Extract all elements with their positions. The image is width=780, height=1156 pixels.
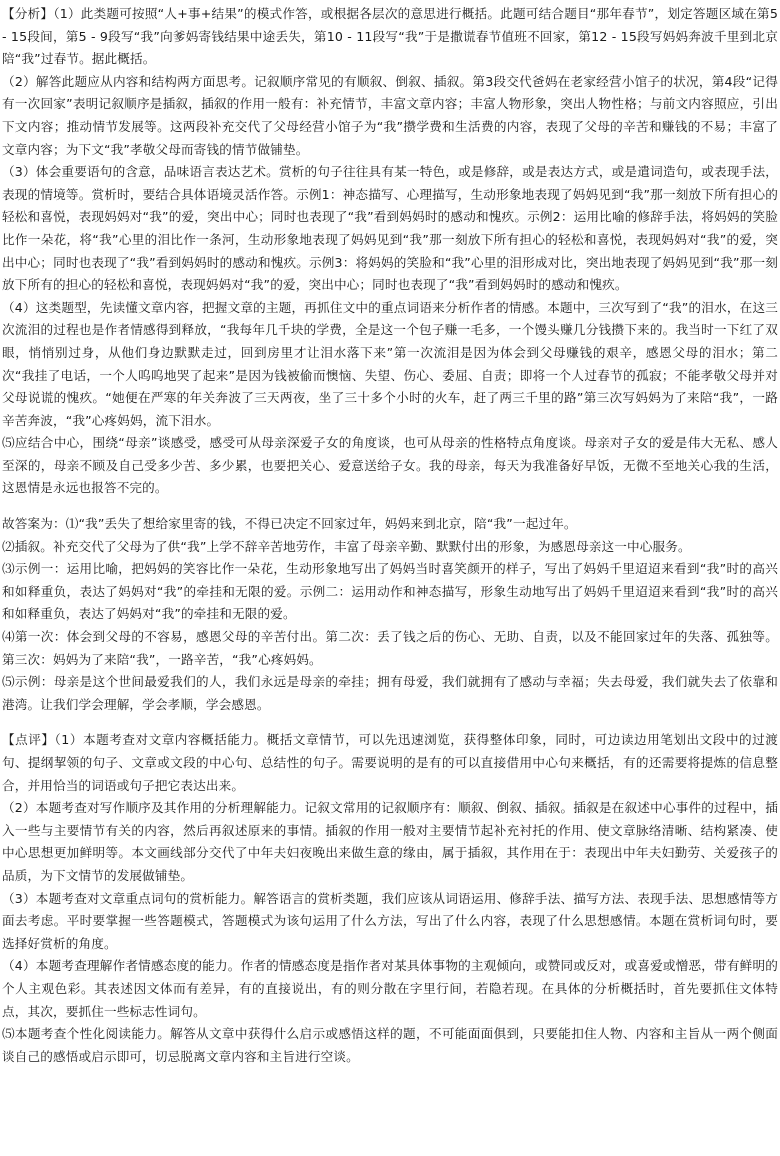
answer-paragraph-1: 故答案为：⑴“我”丢失了想给家里寄的钱，不得已决定不回家过年，妈妈来到北京，陪“我”一起过年。 bbox=[2, 516, 577, 532]
analysis-paragraph-1: 【分析】（1）此类题可按照“人+事+结果”的模式作答，或根据各层次的意思进行概括。此题可结合题目“那年春节”，划定答题区域在第5 - 15段间，第5 - 9段写“我”向爹妈寄钱结果中途丢失，第10 - 11段写“我”于是撒谎春节值班不回家，第12 - 15段写妈妈奔波千里到北京陪“我”过春节。据此概括。 bbox=[2, 6, 778, 67]
comment-section bbox=[2, 729, 778, 1068]
section-gap bbox=[2, 716, 778, 729]
answer-section bbox=[2, 513, 778, 716]
comment-paragraph-2: （2）本题考查对写作顺序及其作用的分析理解能力。记叙文常用的记叙顺序有：顺叙、倒叙、插叙。插叙是在叙述中心事件的过程中，插入一些与主要情节有关的内容，然后再叙述原来的事情。插叙的作用一般对主要情节起补充衬托的作用、使文章脉络清晰、结构紧凑、使中心思想更加鲜明等。本文画线部分交代了中年夫妇夜晚出来做生意的缘由，属于插叙，其作用在于：表现出中年夫妇勤劳、关爱孩子的品质，为下文情节的发展做铺垫。 bbox=[2, 800, 778, 883]
answer-paragraph-5: ⑸示例：母亲是这个世间最爱我们的人，我们永远是母亲的牵挂；拥有母爱，我们就拥有了感动与幸福；失去母爱，我们就失去了依靠和港湾。让我们学会理解，学会孝顺，学会感恩。 bbox=[2, 674, 778, 712]
answer-paragraph-2: ⑵插叙。补充交代了父母为了供“我”上学不辞辛苦地劳作，丰富了母亲辛勤、默默付出的形象，为感恩母亲这一中心服务。 bbox=[2, 538, 691, 554]
answer-paragraph-3: ⑶示例一：运用比喻，把妈妈的笑容比作一朵花，生动形象地写出了妈妈当时喜笑颜开的样子，写出了妈妈千里迢迢来看到“我”时的高兴和如释重负，表达了妈妈对“我”的牵挂和无限的爱。示例二：运用动作和神态描写，形象生动地写出了妈妈千里迢迢来看到“我”时的高兴和如释重负，表达了妈妈对“我”的牵挂和无限的爱。 bbox=[2, 561, 778, 622]
analysis-paragraph-4: （4）这类题型，先读懂文章内容，把握文章的主题，再抓住文中的重点词语来分析作者的情感。本题中，三次写到了“我”的泪水，在这三次流泪的过程也是作者情感得到释放，“我每年几千块的学费，全是这一个包子赚一毛多，一个馒头赚几分钱攒下来的。我当时一下红了双眼，悄悄别过身，从他们身边默默走过，回到房里才让泪水落下来”第一次流泪是因为体会到父母赚钱的艰辛，感恩父母的泪水；第二次“我挂了电话，一个人呜呜地哭了起来”是因为钱被偷而懊恼、失望、伤心、委屈、自责；即将一个人过春节的孤寂；不能孝敬父母并对父母说谎的愧疚。“她便在严寒的年关奔波了三天两夜，坐了三十多个小时的火车，赶了两三千里的路”第三次写妈妈为了来陪“我”，一路辛苦奔波，“我”心疼妈妈，流下泪水。 bbox=[2, 299, 778, 428]
answer-paragraph-4: ⑷第一次：体会到父母的不容易，感恩父母的辛苦付出。第二次：丢了钱之后的伤心、无助、自责，以及不能回家过年的失落、孤独等。第三次：妈妈为了来陪“我”，一路辛苦，“我”心疼妈妈。 bbox=[2, 629, 778, 667]
comment-paragraph-4: （4）本题考查理解作者情感态度的能力。作者的情感态度是指作者对某具体事物的主观倾向，或赞同或反对，或喜爱或憎恶，带有鲜明的个人主观色彩。其表述因文体而有差异，有的直接说出，有的则分散在字里行间，若隐若现。在具体的分析概括时，首先要抓住文体特点，其次，要抓住一些标志性词句。 bbox=[2, 958, 778, 1019]
comment-paragraph-1: 【点评】（1）本题考查对文章内容概括能力。概括文章情节，可以先迅速浏览，获得整体印象，同时，可边读边用笔划出文段中的过渡句、提纲挈领的句子、文章或文段的中心句、总结性的句子。需要说明的是有的可以直接借用中心句来概括，有的还需要将提炼的信息整合，并用恰当的词语或句子把它表达出来。 bbox=[2, 732, 778, 793]
comment-paragraph-5: ⑸本题考查个性化阅读能力。解答从文章中获得什么启示或感悟这样的题，不可能面面俱到，只要能扣住人物、内容和主旨从一两个侧面谈自己的感悟或启示即可，切忌脱离文章内容和主旨进行空谈。 bbox=[2, 1026, 778, 1064]
analysis-paragraph-5: ⑸应结合中心，围绕“母亲”谈感受，感受可从母亲深爱子女的角度谈，也可从母亲的性格特点角度谈。母亲对子女的爱是伟大无私、感人至深的，母亲不顾及自己受多少苦、多少累，也要把关心、爱意送给子女。我的母亲，每天为我准备好早饭，无微不至地关心我的生活，这恩情是永远也报答不完的。 bbox=[2, 435, 778, 496]
analysis-paragraph-2: （2）解答此题应从内容和结构两方面思考。记叙顺序常见的有顺叙、倒叙、插叙。第3段交代爸妈在老家经营小馆子的状况，第4段“记得有一次回家”表明记叙顺序是插叙，插叙的作用一般有：补充情节，丰富文章内容；丰富人物形象，突出人物性格；与前文内容照应，引出下文内容；推动情节发展等。这两段补充交代了父母经营小馆子为“我”攒学费和生活费的内容，表现了父母的辛苦和赚钱的不易；丰富了文章内容；为下文“我”孝敬父母而寄钱的情节做铺垫。 bbox=[2, 73, 778, 157]
comment-paragraph-3: （3）本题考查对文章重点词句的赏析能力。解答语言的赏析类题，我们应该从词语运用、修辞手法、描写方法、表现手法、思想感情等方面去考虑。平时要掌握一些答题模式，答题模式为该句运用了什么方法，写出了什么内容，表现了什么思想感情。本题在赏析词句时，要选择好赏析的角度。 bbox=[2, 890, 778, 951]
analysis-section bbox=[2, 3, 778, 500]
section-gap bbox=[2, 500, 778, 513]
analysis-paragraph-3: （3）体会重要语句的含意，品味语言表达艺术。赏析的句子往往具有某一特色，或是修辞，或是表达方式，或是遣词造句，或表现手法，表现的情境等。赏析时，要结合具体语境灵活作答。示例1：神态描写、心理描写，生动形象地表现了妈妈见到“我”那一刻放下所有担心的轻松和喜悦，表现妈妈对“我”的爱，突出中心；同时也表现了“我”看到妈妈时的感动和愧疚。示例2：运用比喻的修辞手法，将妈妈的笑脸比作一朵花，将“我”心里的泪比作一条河，生动形象地表现了妈妈见到“我”那一刻放下所有担心的轻松和喜悦，表现妈妈对“我”的爱，突出中心；同时也表现了“我”看到妈妈时的感动和愧疚。示例3：将妈妈的笑脸和“我”心里的泪形成对比，突出地表现了妈妈见到“我”那一刻放下所有的担心的轻松和喜悦，表现妈妈对“我”的爱，突出中心；同时也表现了“我”看到妈妈时的感动和愧疚。 bbox=[2, 164, 778, 293]
